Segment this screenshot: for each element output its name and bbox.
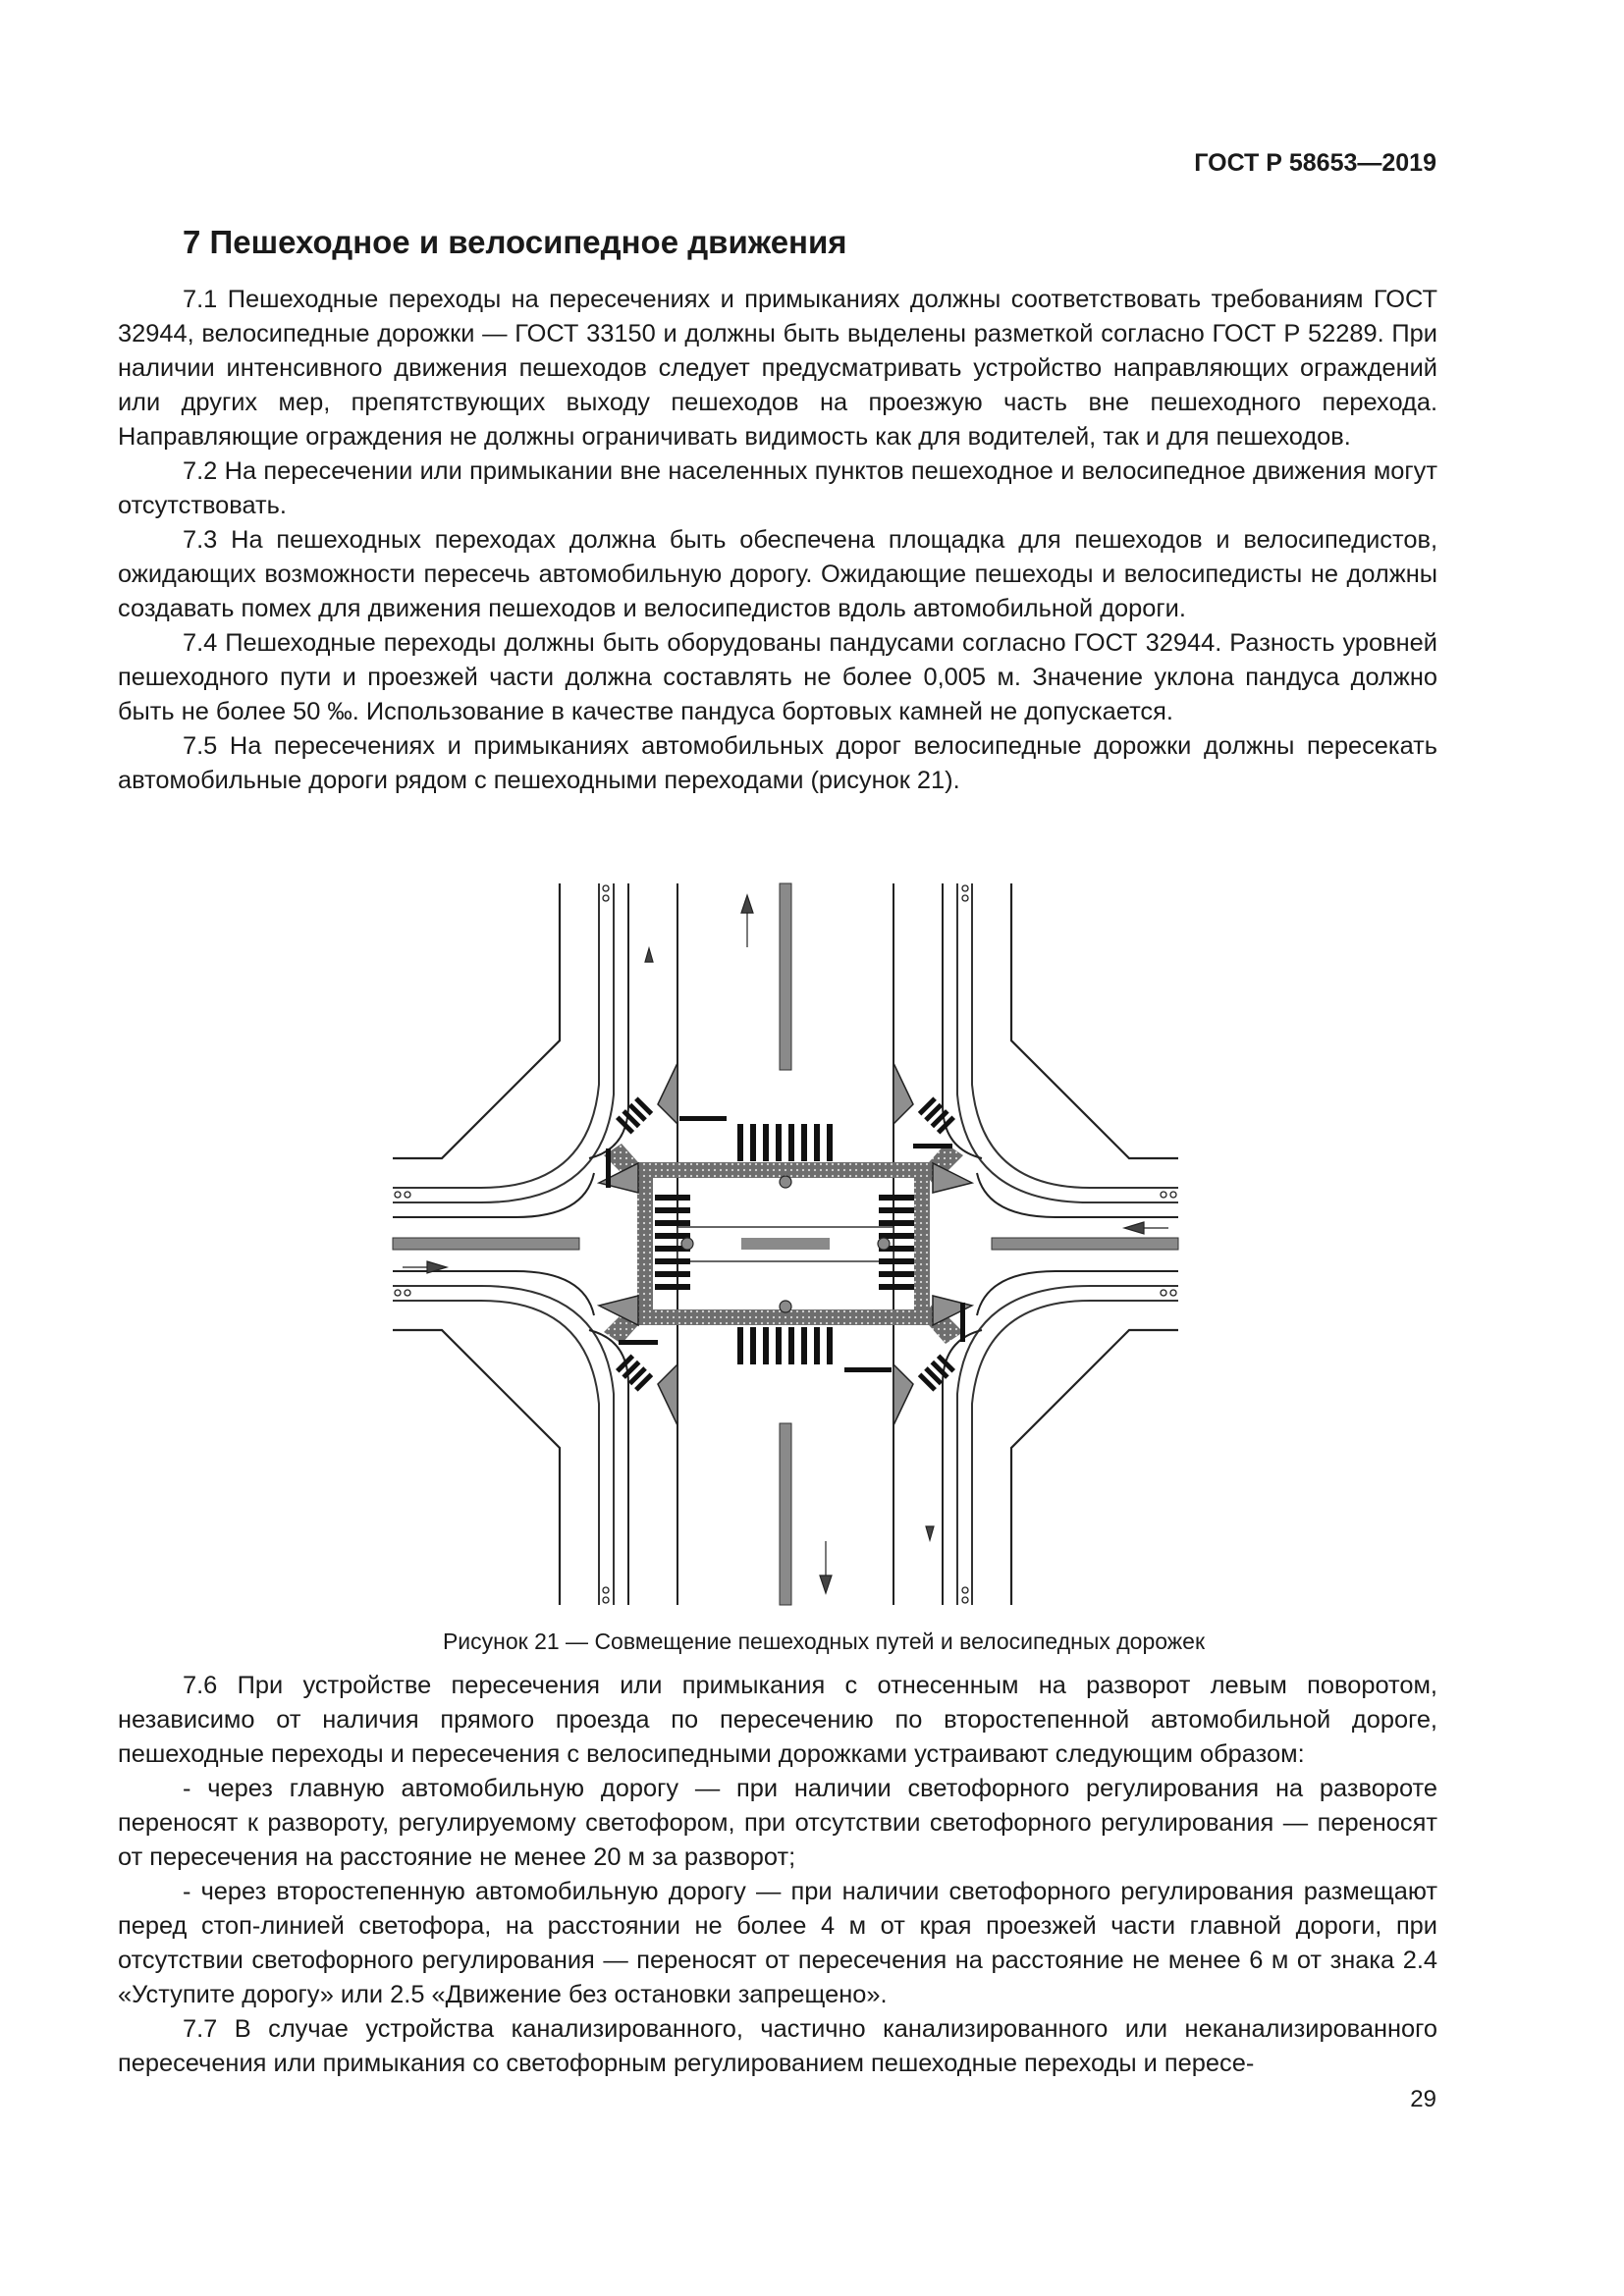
bicycle-icon-n bbox=[603, 885, 609, 901]
bicycle-icon-w bbox=[395, 1192, 410, 1198]
paragraph-7-4: 7.4 Пешеходные переходы должны быть оборудованы пандусами согласно ГОСТ 32944. Разность уровней пешеходного пути и проезжей части должна составлять не более 0,005 м. Значение уклона пандуса должно быть не более 50 ‰. Использование в качестве пандуса бортовых камней не допускается. bbox=[118, 629, 1437, 725]
intersection-diagram bbox=[388, 879, 1183, 1610]
bicycle-icon-e2 bbox=[1161, 1290, 1176, 1296]
list-item-main-road: - через главную автомобильную дорогу — при наличии светофорного регулирования на развороте переносят к развороту, регулируемому светофором, при отсутствии светофорного регулирования — переносят от пересечения на расстояние не менее 20 м за разворот; bbox=[118, 1775, 1437, 1871]
bicycle-icon-s bbox=[603, 1587, 609, 1603]
paragraph-7-3: 7.3 На пешеходных переходах должна быть обеспечена площадка для пешеходов и велосипедистов, ожидающих возможности пересечь автомобильную дорогу. Ожидающие пешеходы и велосипедисты не должны создавать помех для движения пешеходов и велосипедистов вдоль автомобильной дороги. bbox=[118, 526, 1437, 622]
paragraph-7-2: 7.2 На пересечении или примыкании вне населенных пунктов пешеходное и велосипедное движения могут отсутствовать. bbox=[118, 457, 1437, 519]
bicycle-icon-e bbox=[1161, 1192, 1176, 1198]
bicycle-icon-s2 bbox=[962, 1587, 968, 1603]
central-island bbox=[677, 1227, 893, 1261]
paragraph-7-1: 7.1 Пешеходные переходы на пересечениях и примыканиях должны соответствовать требованиям ГОСТ 32944, велосипедные дорожки — ГОСТ 33150 и должны быть выделены разметкой согласно ГОСТ Р 52289. При наличии интенсивного движения пешеходов следует предусматривать устройство направляющих ограждений или других мер, препятствующих выходу пешеходов на проезжую часть вне пешеходного перехода. Направляющие ограждения не должны ограничивать видимость как для водителей, так и для пешеходов. bbox=[118, 286, 1437, 451]
section-title: 7 Пешеходное и велосипедное движения bbox=[183, 224, 847, 260]
bicycle-icon-n2 bbox=[962, 885, 968, 901]
list-item-secondary-road: - через второстепенную автомобильную дорогу — при наличии светофорного регулирования размещают перед стоп-линией светофора, на расстоянии не более 4 м от края проезжей части главной дороги, при отсутствии светофорного регулирования — переносят от пересечения на расстояние не менее 6 м от знака 2.4 «Уступите дорогу» или 2.5 «Движение без остановки запрещено». bbox=[118, 1878, 1437, 2008]
paragraph-7-6: 7.6 При устройстве пересечения или примыкания с отнесенным на разворот левым поворотом, независимо от наличия прямого проезда по пересечению по второстепенной автомобильной дороге, пешеходные переходы и пересечения с велосипедными дорожками устраивают следующим образом: bbox=[118, 1672, 1437, 1768]
bicycle-icon-w2 bbox=[395, 1290, 410, 1296]
body-text-bottom bbox=[118, 1669, 1437, 2081]
paragraph-7-7: 7.7 В случае устройства канализированного, частично канализированного или неканализированного пересечения или примыкания со светофорным регулированием пешеходные переходы и пересе- bbox=[118, 2015, 1437, 2077]
page-number: 29 bbox=[1410, 2086, 1436, 2112]
paragraph-7-5: 7.5 На пересечениях и примыканиях автомобильных дорог велосипедные дорожки должны пересекать автомобильные дороги рядом с пешеходными переходами (рисунок 21). bbox=[118, 732, 1437, 794]
figure-caption: Рисунок 21 — Совмещение пешеходных путей и велосипедных дорожек bbox=[442, 1629, 1206, 1654]
body-text-top bbox=[118, 283, 1437, 798]
document-id-header: ГОСТ Р 58653—2019 bbox=[1194, 149, 1436, 177]
zebra-north bbox=[737, 1124, 833, 1161]
zebra-south bbox=[737, 1327, 833, 1364]
